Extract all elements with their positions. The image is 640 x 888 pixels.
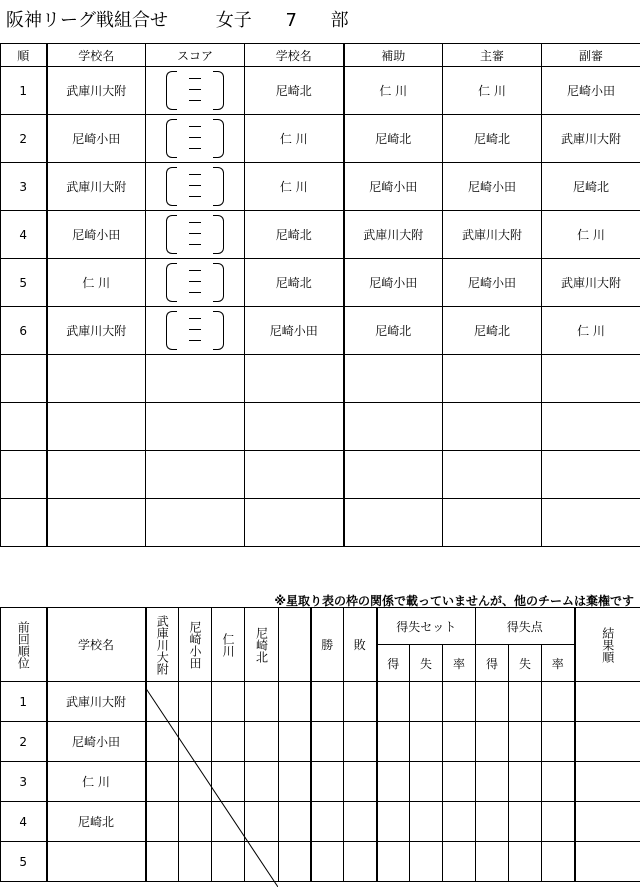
- result-cell: [542, 762, 575, 802]
- match-row: [1, 211, 640, 259]
- prev-rank-cell: 3: [1, 762, 47, 802]
- match-row: [1, 163, 640, 211]
- score-cell: [146, 163, 245, 211]
- chief-cell: [443, 451, 542, 499]
- chief-cell: 尼崎北: [443, 115, 542, 163]
- result-cell: [542, 682, 575, 722]
- forfeit-note: ※星取り表の枠の関係で載っていませんが、他のチームは棄権です: [274, 594, 634, 608]
- score-bracket: [146, 307, 244, 354]
- match-no-cell: [1, 451, 47, 499]
- result-cell: [377, 722, 410, 762]
- score-bracket: [146, 163, 244, 210]
- result-cell: [509, 762, 542, 802]
- assist-cell: [344, 355, 443, 403]
- score-cell: [146, 211, 245, 259]
- chief-cell: [443, 403, 542, 451]
- result-cell: [279, 802, 311, 842]
- score-cell: [146, 67, 245, 115]
- header-sets: 得失セット: [377, 608, 476, 645]
- assist-cell: 尼崎北: [344, 307, 443, 355]
- header-assist: 補助: [344, 44, 443, 67]
- school-cell: 尼崎小田: [47, 722, 146, 762]
- deputy-cell: [542, 451, 640, 499]
- result-cell: [575, 802, 640, 842]
- score-cell: [146, 307, 245, 355]
- header-school-b: 学校名: [245, 44, 344, 67]
- school-cell: [47, 842, 146, 882]
- school-cell: 武庫川大附: [47, 682, 146, 722]
- header-points: 得失点: [476, 608, 575, 645]
- match-row: [1, 499, 640, 547]
- result-cell: [377, 762, 410, 802]
- school-b-cell: [245, 403, 344, 451]
- score-bracket: [146, 115, 244, 162]
- school-b-cell: [245, 451, 344, 499]
- prev-rank-cell: 2: [1, 722, 47, 762]
- result-cell: [245, 682, 279, 722]
- result-cell: [245, 722, 279, 762]
- result-cell: [212, 682, 245, 722]
- result-cell: [509, 842, 542, 882]
- result-cell: [410, 762, 443, 802]
- assist-cell: 尼崎小田: [344, 163, 443, 211]
- match-no-cell: 5: [1, 259, 47, 307]
- score-bracket: [146, 211, 244, 258]
- match-row: [1, 451, 640, 499]
- result-cell: [377, 682, 410, 722]
- deputy-cell: 武庫川大附: [542, 115, 640, 163]
- school-a-cell: 尼崎小田: [47, 115, 146, 163]
- match-header-row: [1, 44, 640, 67]
- result-cell: [476, 842, 509, 882]
- result-cell: [575, 842, 640, 882]
- result-cell: [344, 842, 377, 882]
- header-score: スコア: [146, 44, 245, 67]
- standings-row: [1, 762, 640, 802]
- deputy-cell: 仁 川: [542, 211, 640, 259]
- deputy-cell: 尼崎小田: [542, 67, 640, 115]
- title-league: 阪神リーグ戦組合せ: [6, 10, 168, 31]
- school-a-cell: 仁 川: [47, 259, 146, 307]
- header-sets-lose: 失: [410, 645, 443, 682]
- result-cell: [476, 722, 509, 762]
- match-no-cell: 6: [1, 307, 47, 355]
- standings-table: [0, 607, 640, 882]
- match-row: [1, 307, 640, 355]
- header-team-1: 武庫川大附: [146, 608, 179, 682]
- match-no-cell: [1, 499, 47, 547]
- result-cell: [443, 802, 476, 842]
- standings-row: [1, 842, 640, 882]
- school-b-cell: 仁 川: [245, 163, 344, 211]
- school-cell: 尼崎北: [47, 802, 146, 842]
- match-row: [1, 355, 640, 403]
- header-result: 結果順: [575, 608, 640, 682]
- assist-cell: [344, 403, 443, 451]
- result-cell: [575, 762, 640, 802]
- prev-rank-cell: 4: [1, 802, 47, 842]
- result-cell: [245, 802, 279, 842]
- result-cell: [146, 682, 179, 722]
- result-cell: [410, 842, 443, 882]
- page-title: [6, 6, 349, 32]
- header-team-4: 尼崎北: [245, 608, 279, 682]
- header-school: 学校名: [47, 608, 146, 682]
- header-team-3: 仁川: [212, 608, 245, 682]
- result-cell: [476, 682, 509, 722]
- match-row: [1, 67, 640, 115]
- result-cell: [279, 842, 311, 882]
- result-cell: [542, 842, 575, 882]
- deputy-cell: [542, 355, 640, 403]
- result-cell: [476, 762, 509, 802]
- deputy-cell: 武庫川大附: [542, 259, 640, 307]
- result-cell: [179, 762, 212, 802]
- school-b-cell: 尼崎小田: [245, 307, 344, 355]
- header-team-2: 尼崎小田: [179, 608, 212, 682]
- result-cell: [344, 762, 377, 802]
- header-prev-rank: 前回順位: [1, 608, 47, 682]
- assist-cell: 尼崎小田: [344, 259, 443, 307]
- school-a-cell: 武庫川大附: [47, 163, 146, 211]
- result-cell: [279, 722, 311, 762]
- match-no-cell: [1, 403, 47, 451]
- score-cell: [146, 259, 245, 307]
- assist-cell: [344, 451, 443, 499]
- title-gender: 女子: [215, 10, 252, 31]
- assist-cell: 仁 川: [344, 67, 443, 115]
- result-cell: [509, 722, 542, 762]
- match-no-cell: [1, 355, 47, 403]
- result-cell: [245, 762, 279, 802]
- header-chief: 主審: [443, 44, 542, 67]
- chief-cell: 尼崎小田: [443, 259, 542, 307]
- score-bracket: [146, 67, 244, 114]
- header-sets-get: 得: [377, 645, 410, 682]
- title-number: 7: [285, 10, 297, 31]
- result-cell: [443, 682, 476, 722]
- match-row: [1, 403, 640, 451]
- result-cell: [212, 802, 245, 842]
- deputy-cell: 尼崎北: [542, 163, 640, 211]
- school-b-cell: 尼崎北: [245, 259, 344, 307]
- header-win: 勝: [311, 608, 344, 682]
- result-cell: [443, 762, 476, 802]
- score-cell: [146, 499, 245, 547]
- result-cell: [245, 842, 279, 882]
- match-no-cell: 3: [1, 163, 47, 211]
- header-points-rate: 率: [542, 645, 575, 682]
- header-deputy: 副審: [542, 44, 640, 67]
- school-a-cell: [47, 403, 146, 451]
- school-a-cell: [47, 499, 146, 547]
- result-cell: [311, 842, 344, 882]
- result-cell: [377, 802, 410, 842]
- header-school-a: 学校名: [47, 44, 146, 67]
- match-row: [1, 259, 640, 307]
- result-cell: [146, 722, 179, 762]
- chief-cell: 尼崎北: [443, 307, 542, 355]
- score-bracket: [146, 259, 244, 306]
- result-cell: [476, 802, 509, 842]
- title-suffix: 部: [330, 10, 349, 31]
- deputy-cell: [542, 403, 640, 451]
- result-cell: [311, 802, 344, 842]
- result-cell: [212, 722, 245, 762]
- school-a-cell: [47, 451, 146, 499]
- result-cell: [146, 842, 179, 882]
- result-cell: [311, 682, 344, 722]
- score-cell: [146, 451, 245, 499]
- result-cell: [179, 722, 212, 762]
- result-cell: [311, 762, 344, 802]
- header-order: 順: [1, 44, 47, 67]
- result-cell: [212, 842, 245, 882]
- result-cell: [377, 842, 410, 882]
- result-cell: [344, 722, 377, 762]
- assist-cell: 武庫川大附: [344, 211, 443, 259]
- result-cell: [542, 802, 575, 842]
- result-cell: [410, 682, 443, 722]
- result-cell: [179, 682, 212, 722]
- match-row: [1, 115, 640, 163]
- result-cell: [443, 722, 476, 762]
- result-cell: [279, 682, 311, 722]
- result-cell: [179, 842, 212, 882]
- deputy-cell: 仁 川: [542, 307, 640, 355]
- result-cell: [146, 802, 179, 842]
- match-no-cell: 4: [1, 211, 47, 259]
- result-cell: [509, 802, 542, 842]
- result-cell: [410, 802, 443, 842]
- chief-cell: 武庫川大附: [443, 211, 542, 259]
- result-cell: [146, 762, 179, 802]
- prev-rank-cell: 5: [1, 842, 47, 882]
- result-cell: [311, 722, 344, 762]
- match-table: [0, 43, 640, 547]
- standings-row: [1, 722, 640, 762]
- match-no-cell: 1: [1, 67, 47, 115]
- score-cell: [146, 115, 245, 163]
- school-b-cell: [245, 499, 344, 547]
- result-cell: [279, 762, 311, 802]
- school-b-cell: 尼崎北: [245, 211, 344, 259]
- school-a-cell: 武庫川大附: [47, 307, 146, 355]
- school-a-cell: 武庫川大附: [47, 67, 146, 115]
- header-points-lose: 失: [509, 645, 542, 682]
- result-cell: [509, 682, 542, 722]
- result-cell: [344, 682, 377, 722]
- header-points-get: 得: [476, 645, 509, 682]
- standings-row: [1, 802, 640, 842]
- result-cell: [575, 682, 640, 722]
- result-cell: [410, 722, 443, 762]
- chief-cell: 尼崎小田: [443, 163, 542, 211]
- score-cell: [146, 403, 245, 451]
- score-cell: [146, 355, 245, 403]
- header-sets-rate: 率: [443, 645, 476, 682]
- chief-cell: 仁 川: [443, 67, 542, 115]
- deputy-cell: [542, 499, 640, 547]
- school-a-cell: [47, 355, 146, 403]
- header-loss: 敗: [344, 608, 377, 682]
- result-cell: [575, 722, 640, 762]
- chief-cell: [443, 499, 542, 547]
- prev-rank-cell: 1: [1, 682, 47, 722]
- school-a-cell: 尼崎小田: [47, 211, 146, 259]
- match-no-cell: 2: [1, 115, 47, 163]
- result-cell: [443, 842, 476, 882]
- header-team-5: [279, 608, 311, 682]
- result-cell: [212, 762, 245, 802]
- assist-cell: [344, 499, 443, 547]
- assist-cell: 尼崎北: [344, 115, 443, 163]
- result-cell: [344, 802, 377, 842]
- result-cell: [179, 802, 212, 842]
- school-b-cell: 仁 川: [245, 115, 344, 163]
- school-b-cell: 尼崎北: [245, 67, 344, 115]
- school-cell: 仁 川: [47, 762, 146, 802]
- result-cell: [542, 722, 575, 762]
- standings-row: [1, 682, 640, 722]
- chief-cell: [443, 355, 542, 403]
- school-b-cell: [245, 355, 344, 403]
